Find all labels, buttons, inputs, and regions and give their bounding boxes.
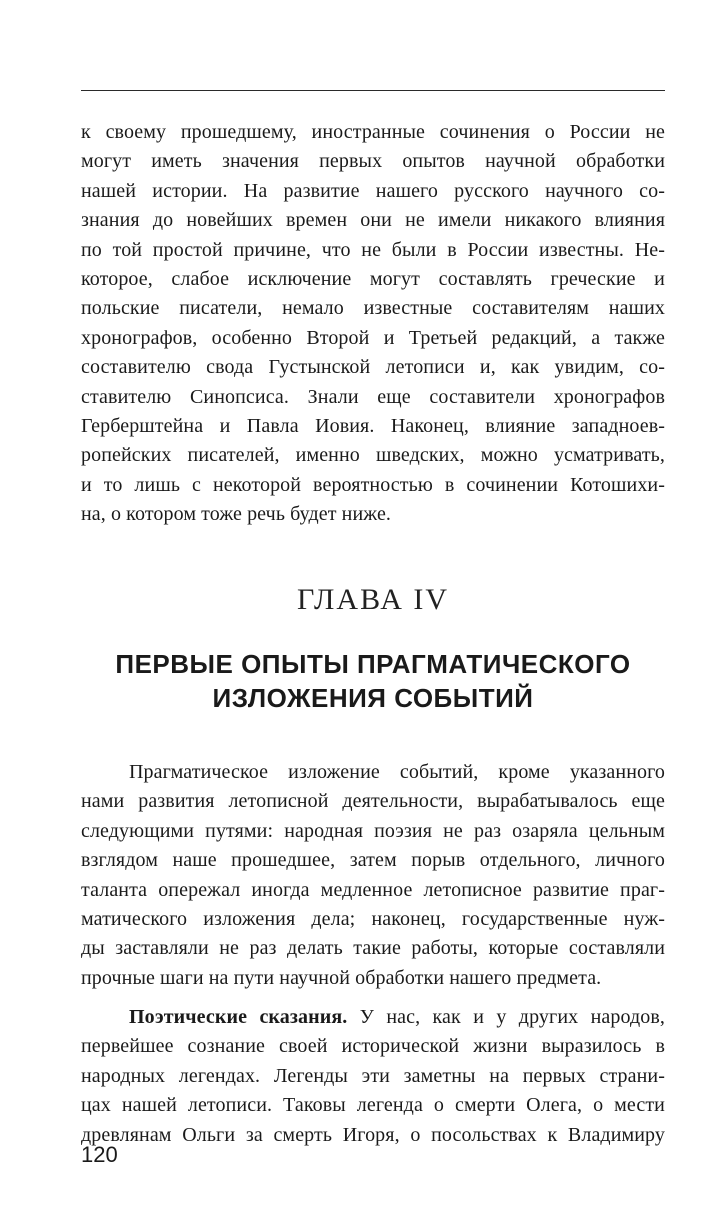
chapter-title-line: ИЗЛОЖЕНИЯ СОБЫТИЙ — [212, 683, 534, 713]
paragraph-2 — [81, 758, 665, 993]
paragraph-line: хронографов, особенно Второй и Третьей редакций, а также — [81, 326, 665, 349]
paragraph-3 — [81, 1003, 665, 1150]
paragraph-line: нами развития летописной деятельности, вырабатывалось еще — [81, 790, 665, 813]
paragraph-line: знания до новейших времен они не имели никакого влияния — [81, 209, 665, 232]
paragraph-line: и то лишь с некоторой вероятностью в сочинении Котошихи- — [81, 473, 665, 496]
paragraph-line: составителю свода Густынской летописи и, как увидим, со- — [81, 356, 665, 379]
paragraph-line: нашей истории. На развитие нашего русского научного со- — [81, 179, 665, 202]
paragraph-line: первейшее сознание своей исторической жизни выразилось в — [81, 1035, 665, 1058]
paragraph-line: народных легендах. Легенды эти заметны на первых страни- — [81, 1064, 665, 1087]
paragraph-line: цах нашей летописи. Таковы легенда о смерти Олега, о мести — [81, 1094, 665, 1117]
paragraph-line-rest: У нас, как и у других народов, — [347, 1006, 665, 1028]
paragraph-line: матического изложения дела; наконец, государственные нуж- — [81, 908, 665, 931]
paragraph-line: которое, слабое исключение могут составлять греческие и — [81, 268, 665, 291]
paragraph-line: таланта опережал иногда медленное летописное развитие праг- — [81, 878, 665, 901]
paragraph-line: древлянам Ольги за смерть Игоря, о посольствах к Владимиру — [81, 1123, 665, 1146]
paragraph-line: взглядом наше прошедшее, затем порыв отдельного, личного — [81, 849, 665, 872]
run-in-heading: Поэтические сказания. — [129, 1006, 348, 1028]
paragraph-line: прочные шаги на пути научной обработки нашего предмета. — [81, 966, 602, 989]
paragraph-line: могут иметь значения первых опытов научной обработки — [81, 150, 665, 173]
page-number: 120 — [81, 1142, 118, 1167]
paragraph-line: Прагматическое изложение событий, кроме указанного — [129, 761, 665, 783]
paragraph-line: на, о котором тоже речь будет ниже. — [81, 503, 392, 526]
paragraph-line: по той простой причине, что не были в России известны. Не- — [81, 238, 665, 261]
paragraph-line: ропейских писателей, именно шведских, можно усматривать, — [81, 444, 665, 467]
chapter-title-line: ПЕРВЫЕ ОПЫТЫ ПРАГМАТИЧЕСКОГО — [115, 649, 631, 679]
paragraph-line: к своему прошедшему, иностранные сочинения о России не — [81, 121, 665, 143]
chapter-label: ГЛАВА IV — [296, 583, 450, 616]
header-rule — [81, 90, 665, 91]
paragraph-line: ставителю Синопсиса. Знали еще составители хронографов — [81, 385, 665, 408]
chapter-title — [81, 647, 665, 715]
paragraph-first-line — [81, 1003, 665, 1032]
paragraph-line: Герберштейна и Павла Иовия. Наконец, влияние западноев- — [81, 415, 665, 438]
paragraph-1 — [81, 118, 665, 530]
paragraph-line: следующими путями: народная поэзия не раз озаряла цельным — [81, 819, 665, 842]
paragraph-line: ды заставляли не раз делать такие работы, которые составляли — [81, 937, 665, 960]
paragraph-line: польские писатели, немало известные составителям наших — [81, 297, 665, 320]
